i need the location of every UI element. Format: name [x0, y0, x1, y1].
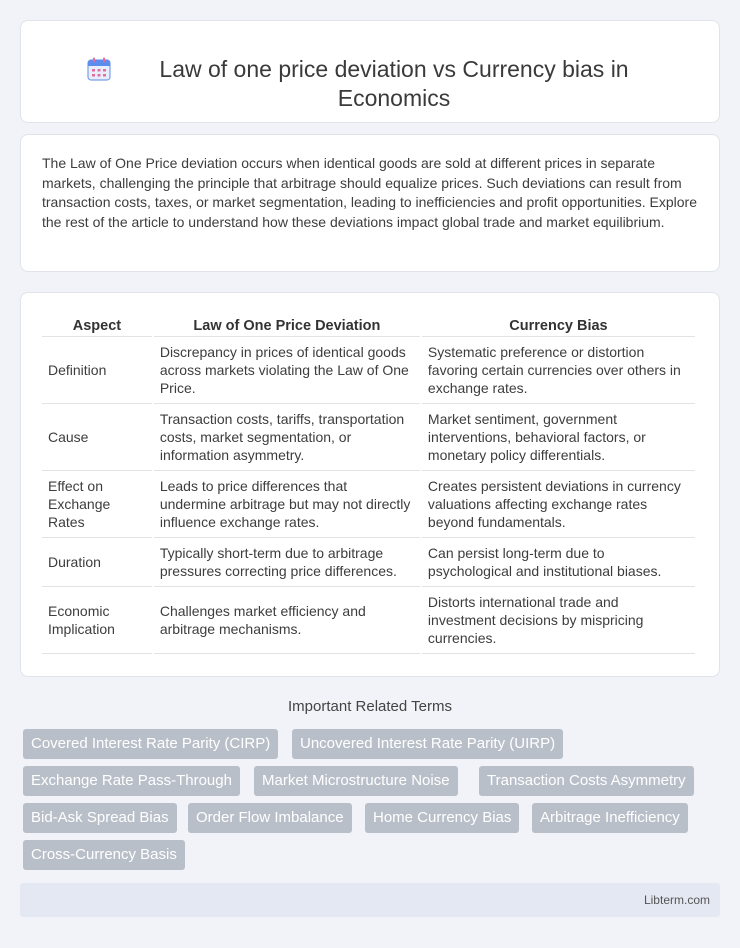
- row-aspect: Cause: [42, 404, 152, 471]
- related-term-tag[interactable]: Cross-Currency Basis: [23, 840, 185, 870]
- header-lop: Law of One Price Deviation: [154, 313, 420, 337]
- row-currency-bias: Systematic preference or distortion favoring certain currencies over others in exchange rates.: [422, 337, 695, 404]
- table-row: [42, 587, 695, 654]
- row-currency-bias: Distorts international trade and investment decisions by mispricing currencies.: [422, 587, 695, 654]
- intro-card: [20, 134, 720, 272]
- row-currency-bias: Can persist long-term due to psychological and institutional biases.: [422, 538, 695, 587]
- related-term-tag[interactable]: Home Currency Bias: [365, 803, 519, 833]
- header-currency-bias: Currency Bias: [422, 313, 695, 337]
- comparison-table: [40, 313, 697, 654]
- related-term-tag[interactable]: Exchange Rate Pass-Through: [23, 766, 240, 796]
- footer-site-link[interactable]: Libterm.com: [643, 893, 710, 907]
- title-wrap: [50, 31, 690, 113]
- related-term-tag[interactable]: Transaction Costs Asymmetry: [479, 766, 694, 796]
- related-terms-title: Important Related Terms: [288, 698, 452, 715]
- table-row: [42, 404, 695, 471]
- related-term-tag[interactable]: Bid-Ask Spread Bias: [23, 803, 177, 833]
- table-row: [42, 538, 695, 587]
- related-term-tag[interactable]: Market Microstructure Noise: [254, 766, 458, 796]
- footer: [20, 883, 720, 917]
- row-lop: Discrepancy in prices of identical goods across markets violating the Law of One Price.: [154, 337, 420, 404]
- row-aspect: Definition: [42, 337, 152, 404]
- row-aspect: Duration: [42, 538, 152, 587]
- related-term-tag[interactable]: Order Flow Imbalance: [188, 803, 352, 833]
- table-header-row: [42, 313, 695, 337]
- table-row: [42, 337, 695, 404]
- table-row: [42, 471, 695, 538]
- row-lop: Transaction costs, tariffs, transportation costs, market segmentation, or information asymmetry.: [154, 404, 420, 471]
- row-lop: Leads to price differences that undermine arbitrage but may not directly influence exchange rates.: [154, 471, 420, 538]
- title-card: [20, 20, 720, 123]
- row-currency-bias: Market sentiment, government interventions, behavioral factors, or monetary policy differentials.: [422, 404, 695, 471]
- row-aspect: Effect on Exchange Rates: [42, 471, 152, 538]
- row-lop: Typically short-term due to arbitrage pressures correcting price differences.: [154, 538, 420, 587]
- row-lop: Challenges market efficiency and arbitrage mechanisms.: [154, 587, 420, 654]
- page-title: Law of one price deviation vs Currency bias in Economics: [159, 55, 629, 111]
- calendar-icon: [86, 56, 112, 82]
- intro-paragraph: The Law of One Price deviation occurs when identical goods are sold at different prices in separate markets, challenging the principle that arbitrage should equalize prices. Such deviations can result from transaction costs, taxes, or market segmentation, leading to inefficiencies and profit opportunities. Explore the rest of the article to understand how these deviations impact global trade and market equilibrium.: [42, 155, 697, 230]
- comparison-table-card: [20, 292, 720, 677]
- related-term-tag[interactable]: Uncovered Interest Rate Parity (UIRP): [292, 729, 563, 759]
- row-currency-bias: Creates persistent deviations in currency valuations affecting exchange rates beyond fundamentals.: [422, 471, 695, 538]
- related-term-tag[interactable]: Arbitrage Inefficiency: [532, 803, 688, 833]
- header-aspect: Aspect: [42, 313, 152, 337]
- related-term-tag[interactable]: Covered Interest Rate Parity (CIRP): [23, 729, 278, 759]
- row-aspect: Economic Implication: [42, 587, 152, 654]
